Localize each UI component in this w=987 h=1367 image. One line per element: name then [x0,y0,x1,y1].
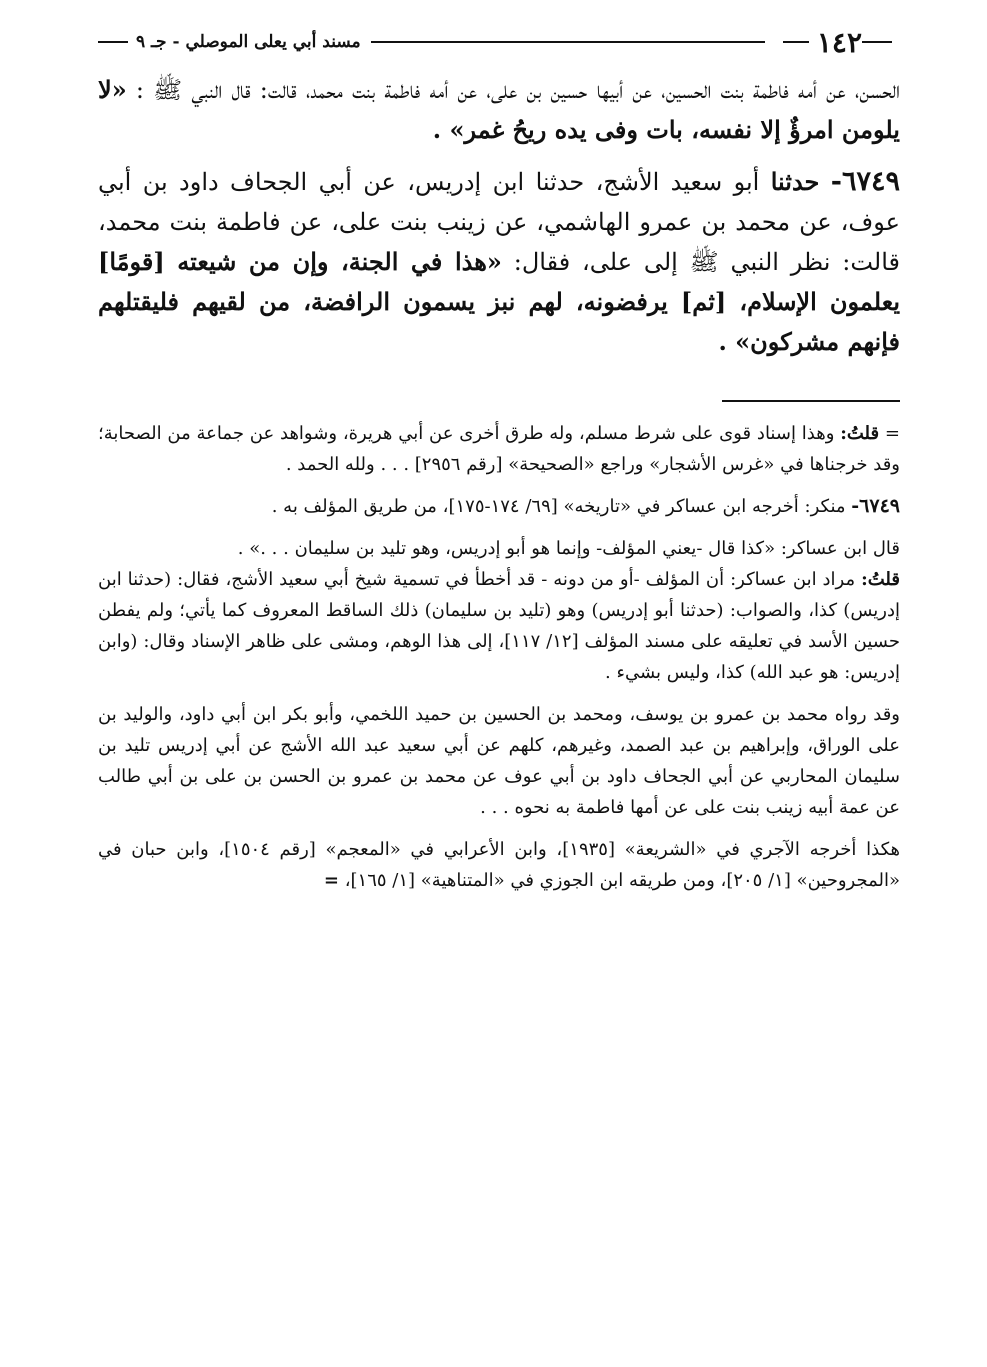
header-dash-end [98,41,128,43]
footnote-number: ٦٧٤٩- [851,495,900,517]
previous-hadith-quote: «لا يلومن امرؤٌ إلا نفسه، بات وفى يده ريحُ غمر» . [98,75,900,144]
footnote-divider [722,400,900,402]
running-title: مسند أبي يعلى الموصلي - جـ ٩ [136,32,361,52]
footnote-6749 [98,491,900,522]
sources-note [98,834,900,896]
footnote-6749-text: منكر: أخرجه ابن عساكر في «تاريخه» [٦٩/ ١٧٤-١٧٥]، من طريق المؤلف به . [271,496,846,517]
ibn-asakir-comment: قال ابن عساكر: «كذا قال -يعني المؤلف- وإنما هو أبو إدريس، وهو تليد بن سليمان . . .» . [237,538,900,559]
narrations-note: وقد رواه محمد بن عمرو بن يوسف، ومحمد بن الحسين بن حميد اللخمي، وأبو بكر ابن أبي داود، والوليد بن على الوراق، وإبراهيم بن عبد الصمد، وغيرهم، كلهم عن أبي سعيد عبد الله الأشج عن أبي إدريس تليد بن سليمان المحاربي عن أبي الجحاف داود بن أبي عوف عن محمد بن عمرو بن الحسن بن على بن أبي طالب عن عمة أبيه زينب بنت على عن أمها فاطمة به نحوه . . . [98,704,900,818]
editor-note [98,564,900,688]
continuation-mark-start: = [884,423,900,444]
page-number: ١٤٢ [816,25,862,59]
header-dash-after-number [783,41,809,43]
hadith-intro-word: حدثنا [770,167,820,196]
footnotes [98,418,900,896]
header-dash-start [862,41,892,43]
hadith-6749 [98,162,900,362]
hadith-quote: «هذا في الجنة، وإن من شيعته [قومًا] يعلمون الإسلام، [ثم] يرفضونه، لهم نبز يسمون الرافضة، من لقيهم فليقتلهم فإنهم مشركون» . [98,247,900,356]
main-text [98,70,900,362]
page-header [98,22,900,62]
qultu-label-2: قلتُ: [861,569,900,590]
footnote-continued [98,418,900,480]
header-rule [371,41,765,43]
footnote-continued-text: وهذا إسناد قوى على شرط مسلم، وله طرق أخرى عن أبي هريرة، وشواهد عن جماعة من الصحابة؛ وقد خرجناها في «غرس الأشجار» وراجع «الصحيحة» [رقم ٢٩٥٦] . . . ولله الحمد . [98,423,900,475]
editor-note-text: مراد ابن عساكر: أن المؤلف -أو من دونه - قد أخطأ في تسمية شيخ أبي سعيد الأشج، فقال: (حدثنا ابن إدريس) كذا، والصواب: (حدثنا أبو إدريس) وهو (تليد بن سليمان) ذلك الساقط المعروف كما يأتي؛ ولم يفطن حسين الأسد في تعليقه على مسند المؤلف [١٢/ ١١٧]، إلى هذا الوهم، ومشى على ظاهر الإسناد وقال: (وابن إدريس: هو عبد الله) كذا، وليس بشيء . [98,569,900,683]
book-page [98,22,900,896]
previous-narration: الحسن، عن أمه فاطمة بنت الحسين، عن أبيها حسين بن على، عن أمه فاطمة بنت محمد، قالت: قال النبي ﷺ : [135,76,900,104]
hadith-previous-ending [98,70,900,150]
qultu-label-1: قلتُ: [840,423,880,444]
hadith-number: ٦٧٤٩- [830,166,900,197]
sources-note-text: هكذا أخرجه الآجري في «الشريعة» [١٩٣٥]، وابن الأعرابي في «المعجم» [رقم ١٥٠٤]، وابن حبان في «المجروحين» [١/ ٢٠٥]، ومن طريقه ابن الجوزي في «المتناهية» [١/ ١٦٥]، [98,839,901,891]
continuation-mark-end: = [323,870,339,891]
hadith-chain: أبو سعيد الأشج، حدثنا ابن إدريس، عن أبي الجحاف داود بن أبي عوف، عن محمد بن عمرو الهاشمي، عن زينب بنت على، عن فاطمة بنت محمد، قالت: نظر النبي ﷺ إلى على، فقال: [98,168,901,276]
